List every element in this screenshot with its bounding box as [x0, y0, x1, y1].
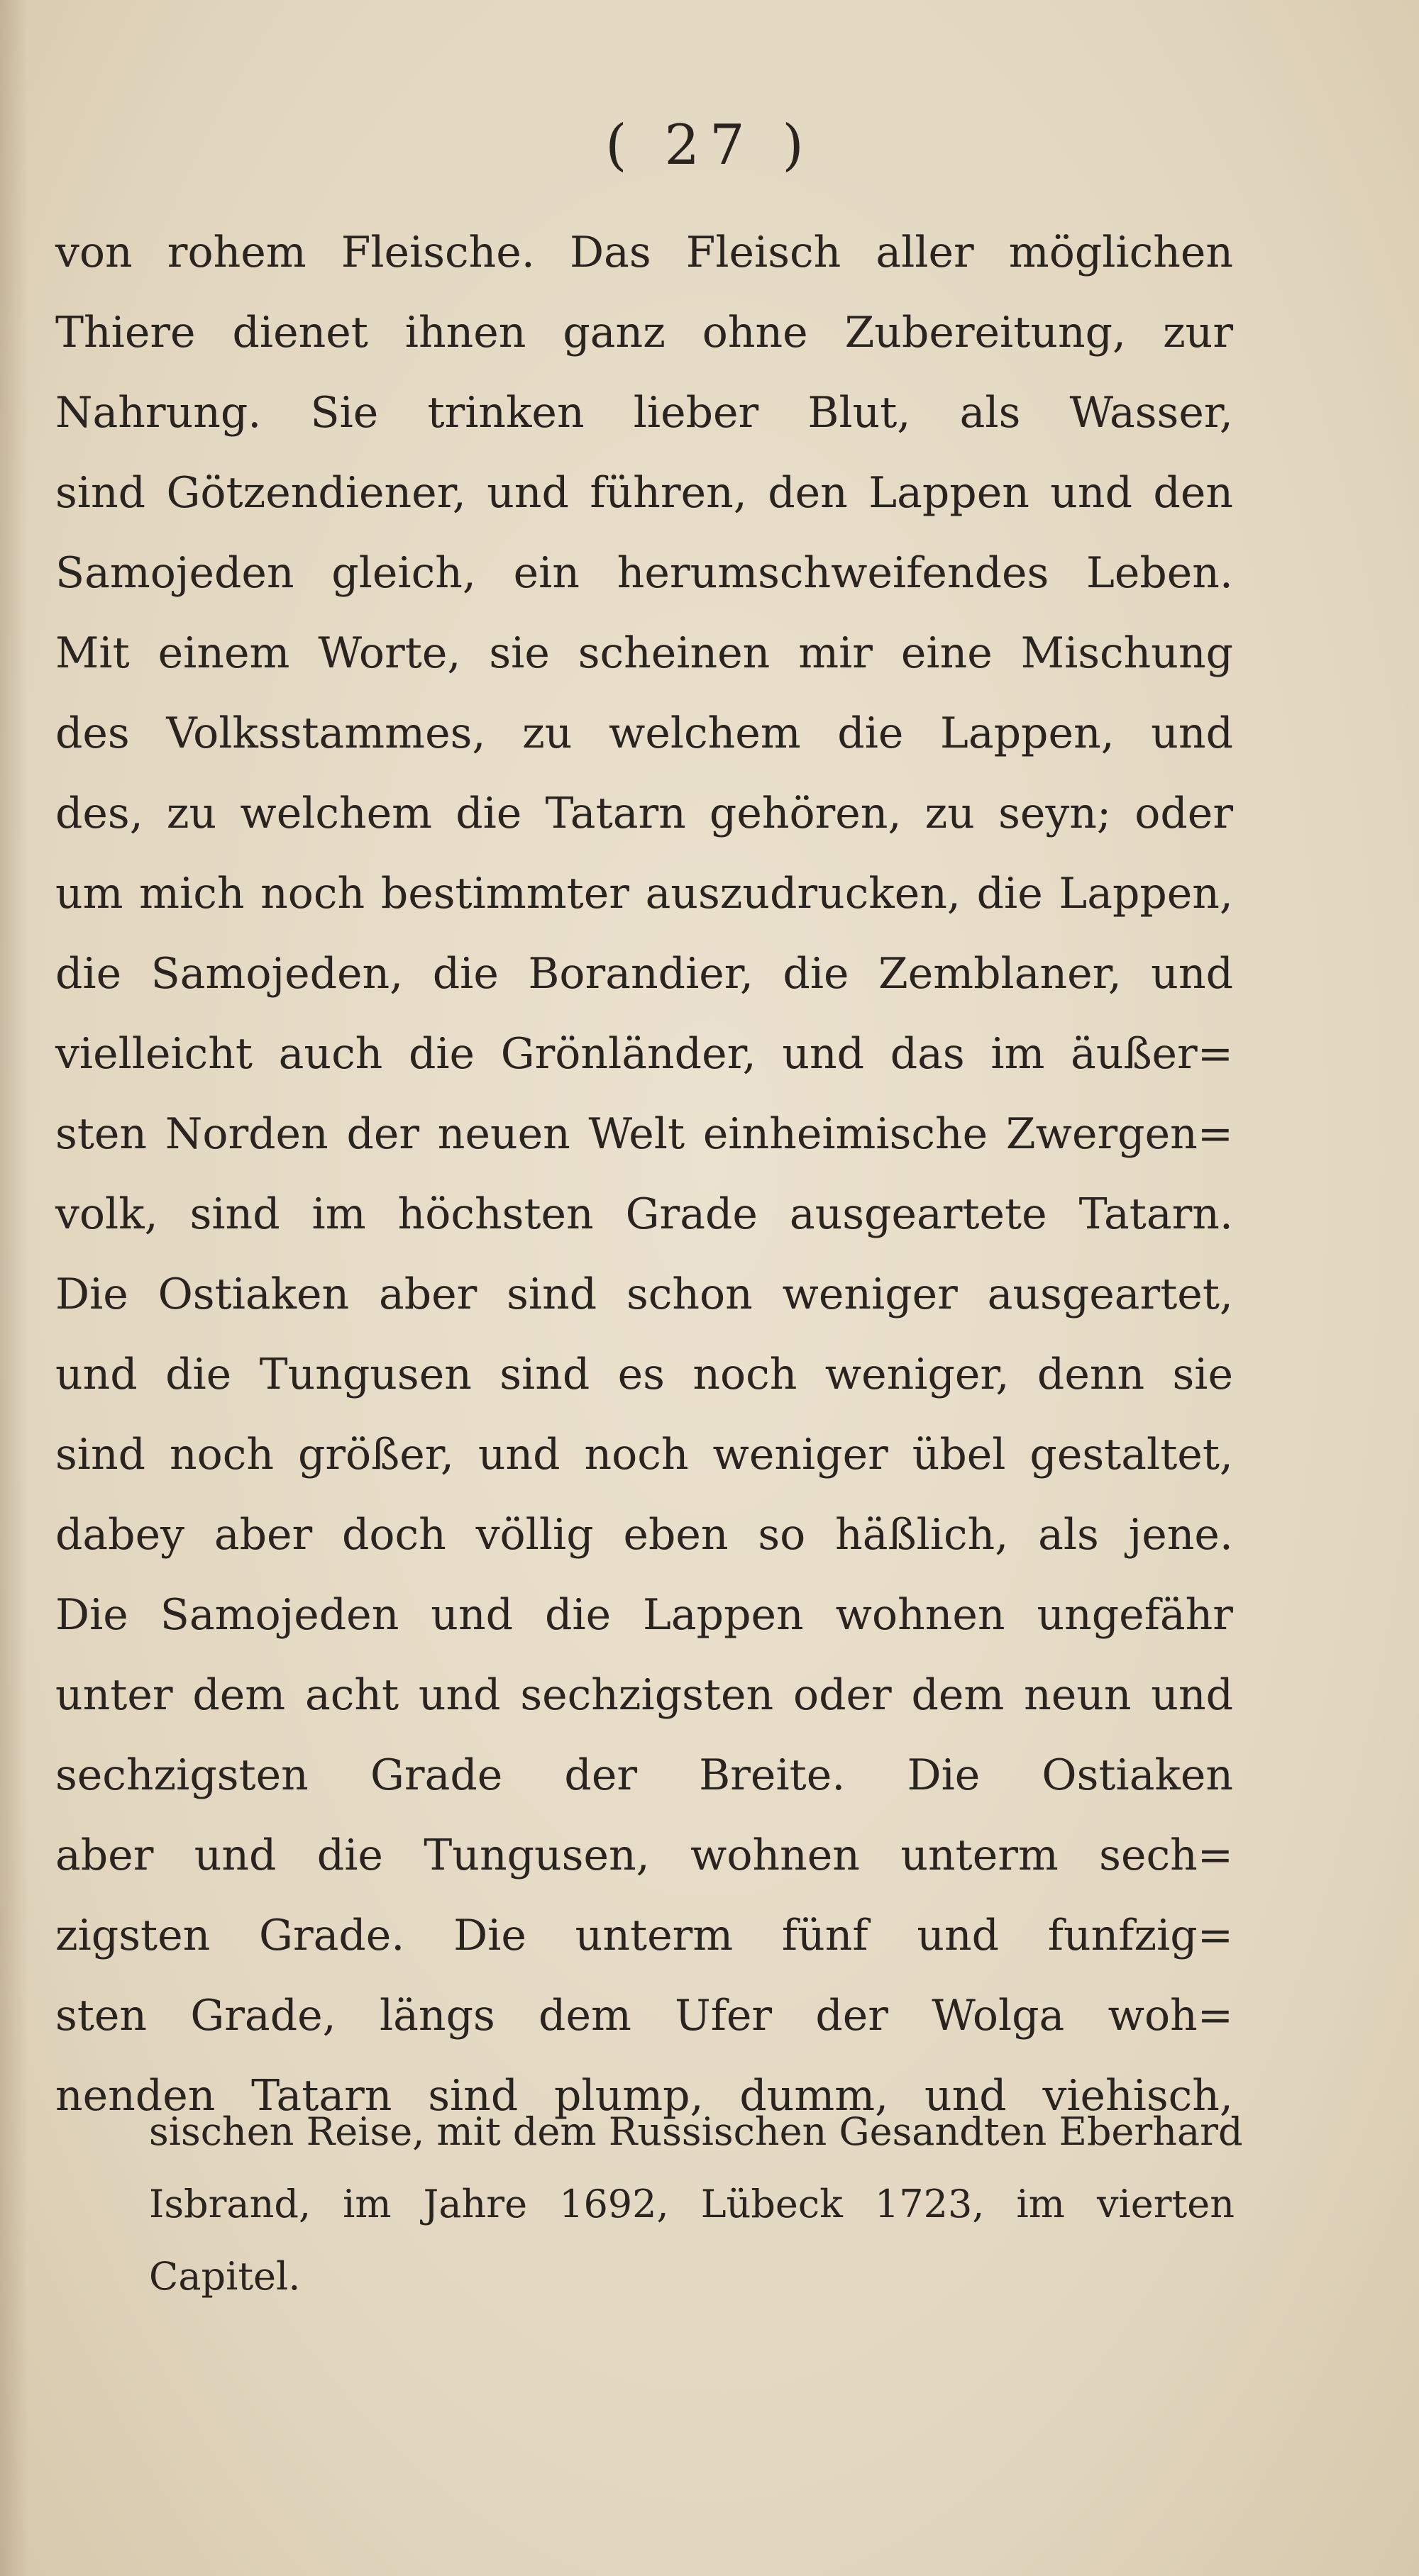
spine-shadow [0, 0, 28, 2576]
text-line: von rohem Fleische. Das Fleisch aller möglichen [55, 228, 1233, 277]
footnote-line: Capitel. [149, 2254, 301, 2299]
text-line: Nahrung. Sie trinken lieber Blut, als Wasser, [55, 388, 1233, 438]
text-line: sind noch größer, und noch weniger übel gestaltet, [55, 1430, 1233, 1479]
text-line: aber und die Tungusen, wohnen unterm sech= [55, 1831, 1233, 1880]
footnote-line: Isbrand, im Jahre 1692, Lübeck 1723, im vierten [149, 2182, 1235, 2226]
text-line: dabey aber doch völlig eben so häßlich, als jene. [55, 1510, 1233, 1560]
text-line: Mit einem Worte, sie scheinen mir eine Mischung [55, 628, 1233, 678]
text-line: volk, sind im höchsten Grade ausgeartete Tatarn. [55, 1189, 1233, 1239]
text-line: und die Tungusen sind es noch weniger, denn sie [55, 1350, 1233, 1399]
text-line: des, zu welchem die Tatarn gehören, zu seyn; oder [55, 789, 1233, 838]
text-line: Samojeden gleich, ein herumschweifendes Leben. [55, 548, 1233, 598]
text-line: die Samojeden, die Borandier, die Zemblaner, und [55, 949, 1233, 999]
text-line: nenden Tatarn sind plump, dumm, und viehisch, [55, 2071, 1233, 2121]
text-line: sechzigsten Grade der Breite. Die Ostiaken [55, 1750, 1233, 1800]
footnote [149, 2096, 1243, 2313]
text-line: um mich noch bestimmter auszudrucken, die Lappen, [55, 869, 1233, 918]
text-line: sind Götzendiener, und führen, den Lappen und den [55, 468, 1233, 518]
text-line: Die Ostiaken aber sind schon weniger ausgeartet, [55, 1270, 1233, 1319]
main-text [55, 213, 1233, 2136]
text-line: Die Samojeden und die Lappen wohnen ungefähr [55, 1590, 1233, 1640]
text-line: sten Grade, längs dem Ufer der Wolga woh= [55, 1991, 1233, 2041]
text-line: vielleicht auch die Grönländer, und das im äußer= [55, 1029, 1233, 1079]
page-number: ( 27 ) [605, 113, 814, 177]
text-line: Thiere dienet ihnen ganz ohne Zubereitung, zur [55, 308, 1233, 357]
text-line: unter dem acht und sechzigsten oder dem neun und [55, 1670, 1233, 1720]
text-line: des Volksstammes, zu welchem die Lappen, und [55, 709, 1233, 758]
text-line: sten Norden der neuen Welt einheimische Zwergen= [55, 1109, 1233, 1159]
footnote-line: sischen Reise, mit dem Russischen Gesandten Eberhard [149, 2109, 1243, 2154]
text-line: zigsten Grade. Die unterm fünf und funfzig= [55, 1911, 1233, 1960]
